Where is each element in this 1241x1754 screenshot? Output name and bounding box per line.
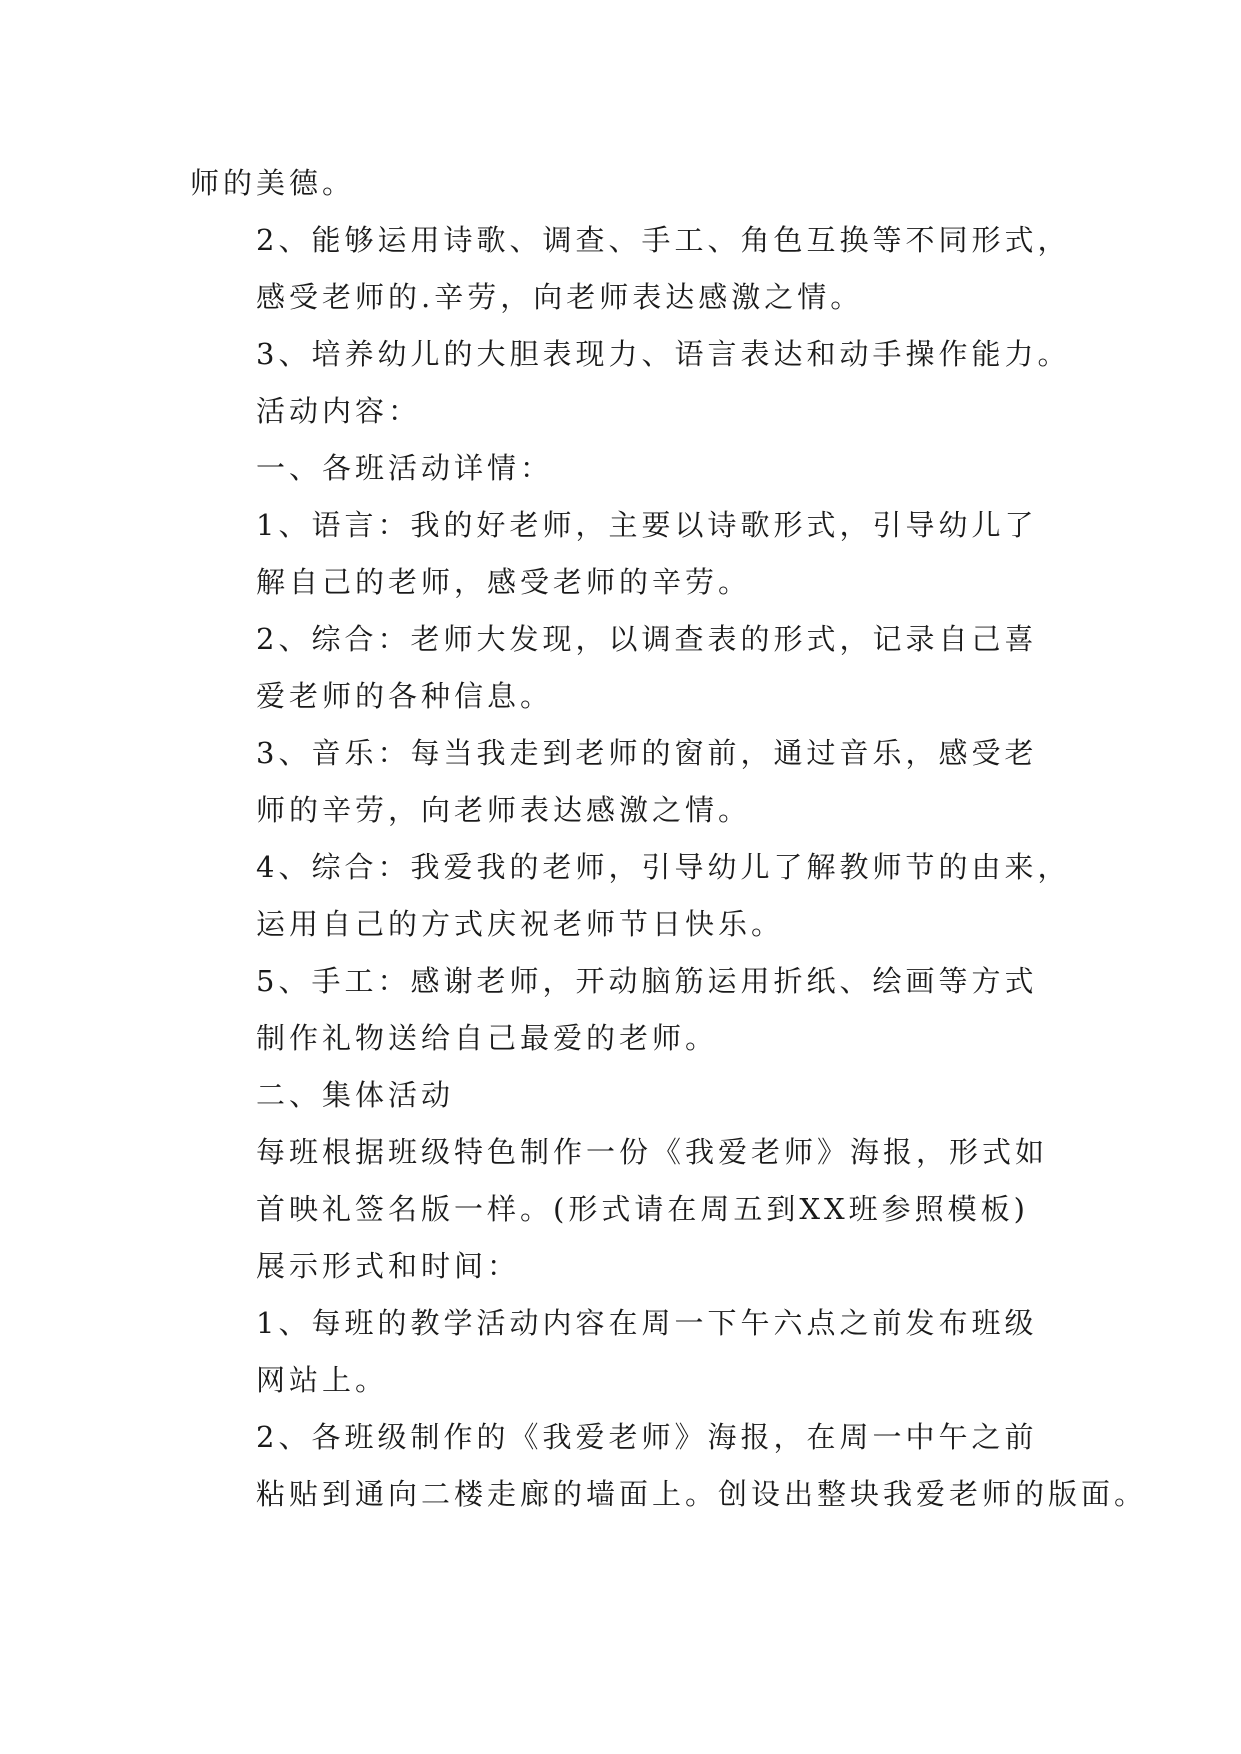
paragraph	[190, 212, 1070, 326]
paragraph	[190, 326, 1070, 383]
paragraph	[190, 155, 1070, 212]
text-line: 运用自己的方式庆祝老师节日快乐。	[256, 907, 785, 941]
document-body	[190, 155, 1148, 1523]
text-line: 首映礼签名版一样。(形式请在周五到XX班参照模板)	[256, 1192, 1029, 1226]
text-line: 1、每班的教学活动内容在周一下午六点之前发布班级	[256, 1306, 1038, 1340]
text-line: 3、音乐：每当我走到老师的窗前，通过音乐，感受老	[256, 736, 1038, 770]
text-line: 感受老师的.辛劳，向老师表达感激之情。	[256, 280, 864, 314]
text-line: 爱老师的各种信息。	[256, 679, 554, 713]
text-line: 1、语言：我的好老师，主要以诗歌形式，引导幼儿了	[256, 508, 1038, 542]
text-line: 师的辛劳，向老师表达感激之情。	[256, 793, 752, 827]
paragraph	[190, 1124, 1070, 1238]
text-line: 4、综合：我爱我的老师，引导幼儿了解教师节的由来，	[256, 850, 1071, 884]
text-line: 粘贴到通向二楼走廊的墙面上。创设出整块我爱老师的版面。	[256, 1477, 1148, 1511]
text-line: 一、各班活动详情：	[256, 451, 554, 485]
text-line: 解自己的老师，感受老师的辛劳。	[256, 565, 752, 599]
text-line: 师的美德。	[190, 166, 356, 200]
paragraph	[190, 497, 1070, 611]
text-line: 2、综合：老师大发现，以调查表的形式，记录自己喜	[256, 622, 1038, 656]
paragraph	[190, 839, 1070, 953]
text-line: 二、集体活动	[256, 1078, 455, 1112]
paragraph	[190, 383, 1070, 440]
text-line: 3、培养幼儿的大胆表现力、语言表达和动手操作能力。	[256, 337, 1071, 371]
paragraph	[190, 725, 1070, 839]
paragraph	[190, 953, 1070, 1067]
paragraph	[190, 1409, 1148, 1523]
text-line: 5、手工：感谢老师，开动脑筋运用折纸、绘画等方式	[256, 964, 1038, 998]
text-line: 每班根据班级特色制作一份《我爱老师》海报，形式如	[256, 1135, 1049, 1169]
text-line: 展示形式和时间：	[256, 1249, 521, 1283]
text-line: 2、能够运用诗歌、调查、手工、角色互换等不同形式，	[256, 223, 1071, 257]
paragraph	[190, 1295, 1070, 1409]
text-line: 活动内容：	[256, 394, 422, 428]
text-line: 网站上。	[256, 1363, 389, 1397]
paragraph	[190, 611, 1070, 725]
paragraph	[190, 440, 1070, 497]
text-line: 2、各班级制作的《我爱老师》海报，在周一中午之前	[256, 1420, 1038, 1454]
paragraph	[190, 1067, 1070, 1124]
paragraph	[190, 1238, 1070, 1295]
text-line: 制作礼物送给自己最爱的老师。	[256, 1021, 719, 1055]
